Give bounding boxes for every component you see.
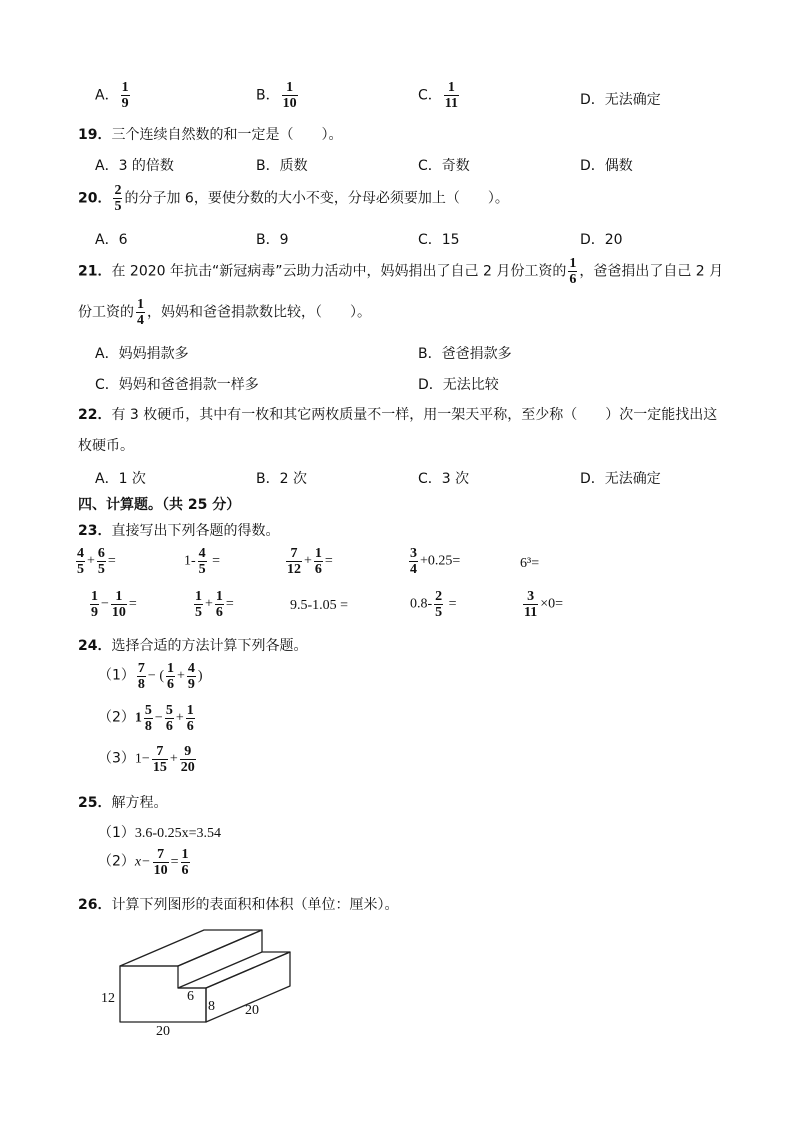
question-19	[78, 124, 342, 144]
q20-option-d[interactable]: D．20	[580, 232, 623, 248]
question-26	[78, 894, 398, 914]
q18-option-d[interactable]	[580, 89, 661, 109]
question-number: 21．	[78, 263, 112, 280]
calc-7: $\frac{1}{5}$ + $\frac{1}{6}$ =	[195, 589, 234, 620]
numerator: 1	[569, 256, 577, 271]
q22-option-a[interactable]: A．1 次	[95, 471, 146, 487]
q18-option-b[interactable]	[256, 80, 300, 111]
q22-option-b[interactable]: B．2 次	[256, 471, 307, 487]
question-22-line-1	[78, 404, 717, 424]
denominator: 5	[114, 199, 122, 214]
calc-4: $\frac{3}{4}$ +0.25=	[410, 546, 461, 577]
numerator: 2	[114, 183, 122, 198]
question-20	[78, 183, 509, 214]
question-text: 直接写出下列各题的得数。	[111, 523, 280, 539]
q22-option-c[interactable]: C．3 次	[418, 471, 470, 487]
calc-10: $\frac{3}{11}$ ×0=	[524, 589, 564, 620]
denominator: 10	[282, 96, 297, 111]
question-text: ，妈妈和爸爸捐款数比较，（ ）。	[147, 304, 371, 321]
fraction	[113, 183, 122, 214]
question-text: 计算下列图形的表面积和体积（单位：厘米）。	[111, 897, 399, 913]
question-21-line-2	[78, 297, 371, 328]
fraction	[282, 80, 298, 111]
q19-option-a[interactable]: A．3 的倍数	[95, 158, 174, 174]
question-text: 有 3 枚硬币，其中有一枚和其它两枚质量不一样，用一架天平称，至少称（ ）次一定能找出这	[111, 407, 718, 423]
calc-3: $\frac{7}{12}$ + $\frac{1}{6}$ =	[287, 546, 333, 577]
q22-option-d[interactable]: D．无法确定	[580, 471, 661, 487]
label-depth: 20	[245, 1003, 259, 1018]
fraction	[136, 297, 145, 328]
question-number: 24．	[78, 638, 112, 654]
q24-part-2: （2）1 $\frac{5}{8}$ − $\frac{5}{6}$ + $\frac{1}{6}$	[98, 703, 194, 734]
question-number: 25．	[78, 795, 112, 811]
label-step-height: 8	[208, 999, 215, 1014]
fraction	[568, 256, 577, 287]
q19-option-c[interactable]: C．奇数	[418, 158, 470, 174]
fraction	[444, 80, 459, 111]
option-letter: D．	[580, 92, 605, 108]
calc-6: $\frac{1}{9}$ − $\frac{1}{10}$ =	[91, 589, 137, 620]
denominator: 9	[121, 96, 129, 111]
question-number: 20．	[78, 190, 112, 207]
numerator: 1	[137, 297, 144, 312]
fraction	[121, 80, 130, 111]
label-step-width: 6	[187, 989, 194, 1004]
q25-part-2: （2）x− $\frac{7}{10}$ = $\frac{1}{6}$	[98, 847, 189, 878]
question-number: 22．	[78, 407, 112, 423]
question-text: 的分子加 6，要使分数的大小不变，分母必须要加上（ ）。	[124, 190, 509, 207]
q19-option-d[interactable]: D．偶数	[580, 158, 633, 174]
calc-1: $\frac{4}{5}$ + $\frac{6}{5}$ =	[77, 546, 116, 577]
question-24	[78, 635, 307, 655]
q21-option-d[interactable]: D．无法比较	[418, 377, 499, 393]
question-number: 19．	[78, 127, 112, 143]
question-text: 解方程。	[111, 795, 168, 811]
stepped-prism-figure	[98, 918, 308, 1048]
label-height: 12	[101, 991, 115, 1006]
q25-part-1: （1）3.6-0.25x=3.54	[98, 825, 221, 841]
numerator: 1	[121, 80, 129, 95]
q20-option-a[interactable]: A．6	[95, 232, 128, 248]
option-letter: A．	[95, 87, 119, 104]
numerator: 1	[286, 80, 294, 95]
q20-option-c[interactable]: C．15	[418, 232, 460, 248]
question-25	[78, 792, 167, 812]
q20-option-b[interactable]: B．9	[256, 232, 289, 248]
question-text: 三个连续自然数的和一定是（ ）。	[111, 127, 343, 143]
q18-option-a[interactable]	[95, 80, 132, 111]
question-text: ，爸爸捐出了自己 2 月	[579, 263, 724, 280]
question-21-line-1	[78, 256, 723, 287]
option-letter: B．	[256, 87, 280, 104]
q24-part-3: （3）1− $\frac{7}{15}$ + $\frac{9}{20}$	[98, 744, 195, 775]
calc-2: 1- $\frac{4}{5}$ =	[184, 546, 221, 577]
question-number: 23．	[78, 523, 112, 539]
section-title: 四、计算题。（共 25 分）	[78, 497, 241, 513]
q21-option-b[interactable]: B．爸爸捐款多	[418, 346, 512, 362]
label-length: 20	[156, 1024, 170, 1039]
denominator: 6	[569, 272, 577, 287]
question-text: 在 2020 年抗击“新冠病毒”云助力活动中，妈妈捐出了自己 2 月份工资的	[111, 263, 567, 280]
option-letter: C．	[418, 87, 442, 104]
question-22-line-2: 枚硬币。	[78, 438, 134, 454]
denominator: 4	[137, 313, 144, 328]
calc-8: 9.5-1.05 =	[290, 598, 349, 613]
q19-option-b[interactable]: B．质数	[256, 158, 308, 174]
option-text: 无法确定	[604, 92, 661, 108]
question-text: 选择合适的方法计算下列各题。	[111, 638, 308, 654]
q21-option-c[interactable]: C．妈妈和爸爸捐款一样多	[95, 377, 259, 393]
q18-option-c[interactable]	[418, 80, 461, 111]
denominator: 11	[444, 96, 459, 111]
q24-part-1: （1） $\frac{7}{8}$ − ( $\frac{1}{6}$ + $\frac{4}{9}$ )	[98, 661, 203, 692]
question-number: 26．	[78, 897, 112, 913]
numerator: 1	[447, 80, 455, 95]
question-23	[78, 520, 279, 540]
q21-option-a[interactable]: A．妈妈捐款多	[95, 346, 189, 362]
question-text: 份工资的	[78, 304, 134, 321]
calc-5: 6³=	[520, 556, 540, 571]
calc-9: 0.8- $\frac{2}{5}$ =	[410, 589, 457, 620]
